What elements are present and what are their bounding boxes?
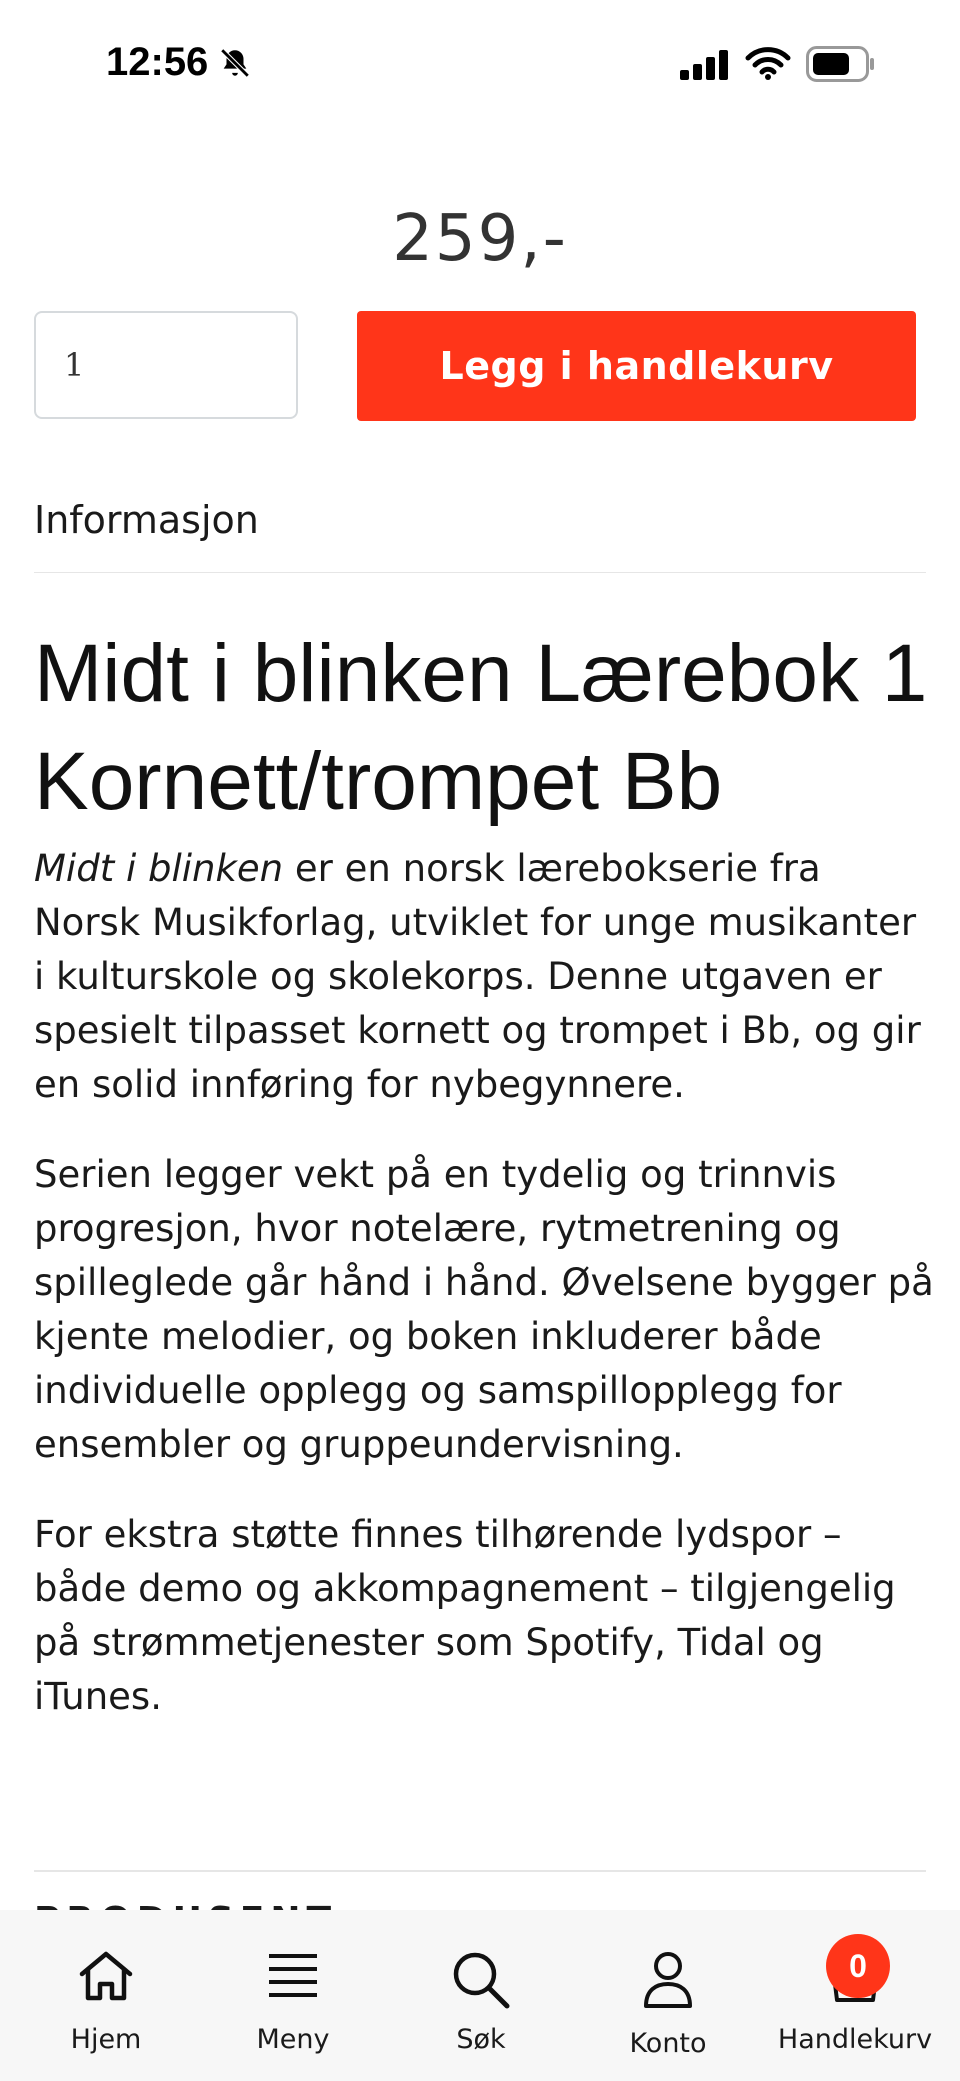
nav-label-home: Hjem (70, 2024, 142, 2055)
home-icon (76, 1950, 136, 2002)
status-bar (0, 0, 960, 130)
nav-label-cart: Handlekurv (777, 2024, 933, 2055)
cart-count-badge: 0 (826, 1934, 890, 1998)
search-icon (451, 1950, 511, 2010)
divider (34, 572, 926, 573)
series-name: Midt i blinken (34, 847, 284, 890)
quantity-input[interactable] (34, 311, 298, 419)
description-paragraph-3: For ekstra støtte finnes tilhørende lydspor – både demo og akkompagnement – tilgjengelig på strømmetjenester som Spotify, Tidal og iTunes. (34, 1513, 896, 1718)
nav-item-home[interactable] (21, 1910, 191, 2081)
description-paragraph-2: Serien legger vekt på en tydelig og trinnvis progresjon, hvor notelære, rytmetrening og spilleglede går hånd i hånd. Øvelsene bygger på kjente melodier, og boken inkluderer både individuelle opplegg og samspillopplegg for ensembler og gruppeundervisning. (34, 1153, 934, 1466)
product-price: 259,- (392, 202, 568, 276)
wifi-icon (746, 46, 790, 84)
nav-label-search: Søk (456, 2024, 506, 2055)
bell-slash-icon (218, 46, 252, 84)
bottom-navigation (0, 1910, 960, 2081)
nav-item-account[interactable] (583, 1910, 753, 2081)
product-title: Midt i blinken Lærebok 1 Kornett/trompet Bb (34, 628, 928, 827)
nav-label-account: Konto (629, 2028, 707, 2059)
cellular-signal-icon (680, 50, 732, 84)
account-icon (640, 1950, 696, 2010)
product-description (34, 842, 934, 1760)
battery-icon (806, 46, 876, 86)
menu-icon (265, 1950, 321, 2000)
add-to-cart-button[interactable]: Legg i handlekurv (357, 311, 916, 421)
description-paragraph-1: Midt i blinken er en norsk lærebokserie fra Norsk Musikforlag, utviklet for unge musikanter i kulturskole og skolekorps. Denne utgaven er spesielt tilpasset kornett og trompet i Bb, og gir en solid innføring for nybegynnere. (34, 847, 921, 1106)
status-time: 12:56 (106, 40, 209, 84)
divider (34, 1870, 926, 1872)
info-tab-heading[interactable]: Informasjon (34, 498, 259, 542)
nav-label-menu: Meny (256, 2024, 330, 2055)
nav-item-search[interactable] (396, 1910, 566, 2081)
nav-item-menu[interactable] (208, 1910, 378, 2081)
